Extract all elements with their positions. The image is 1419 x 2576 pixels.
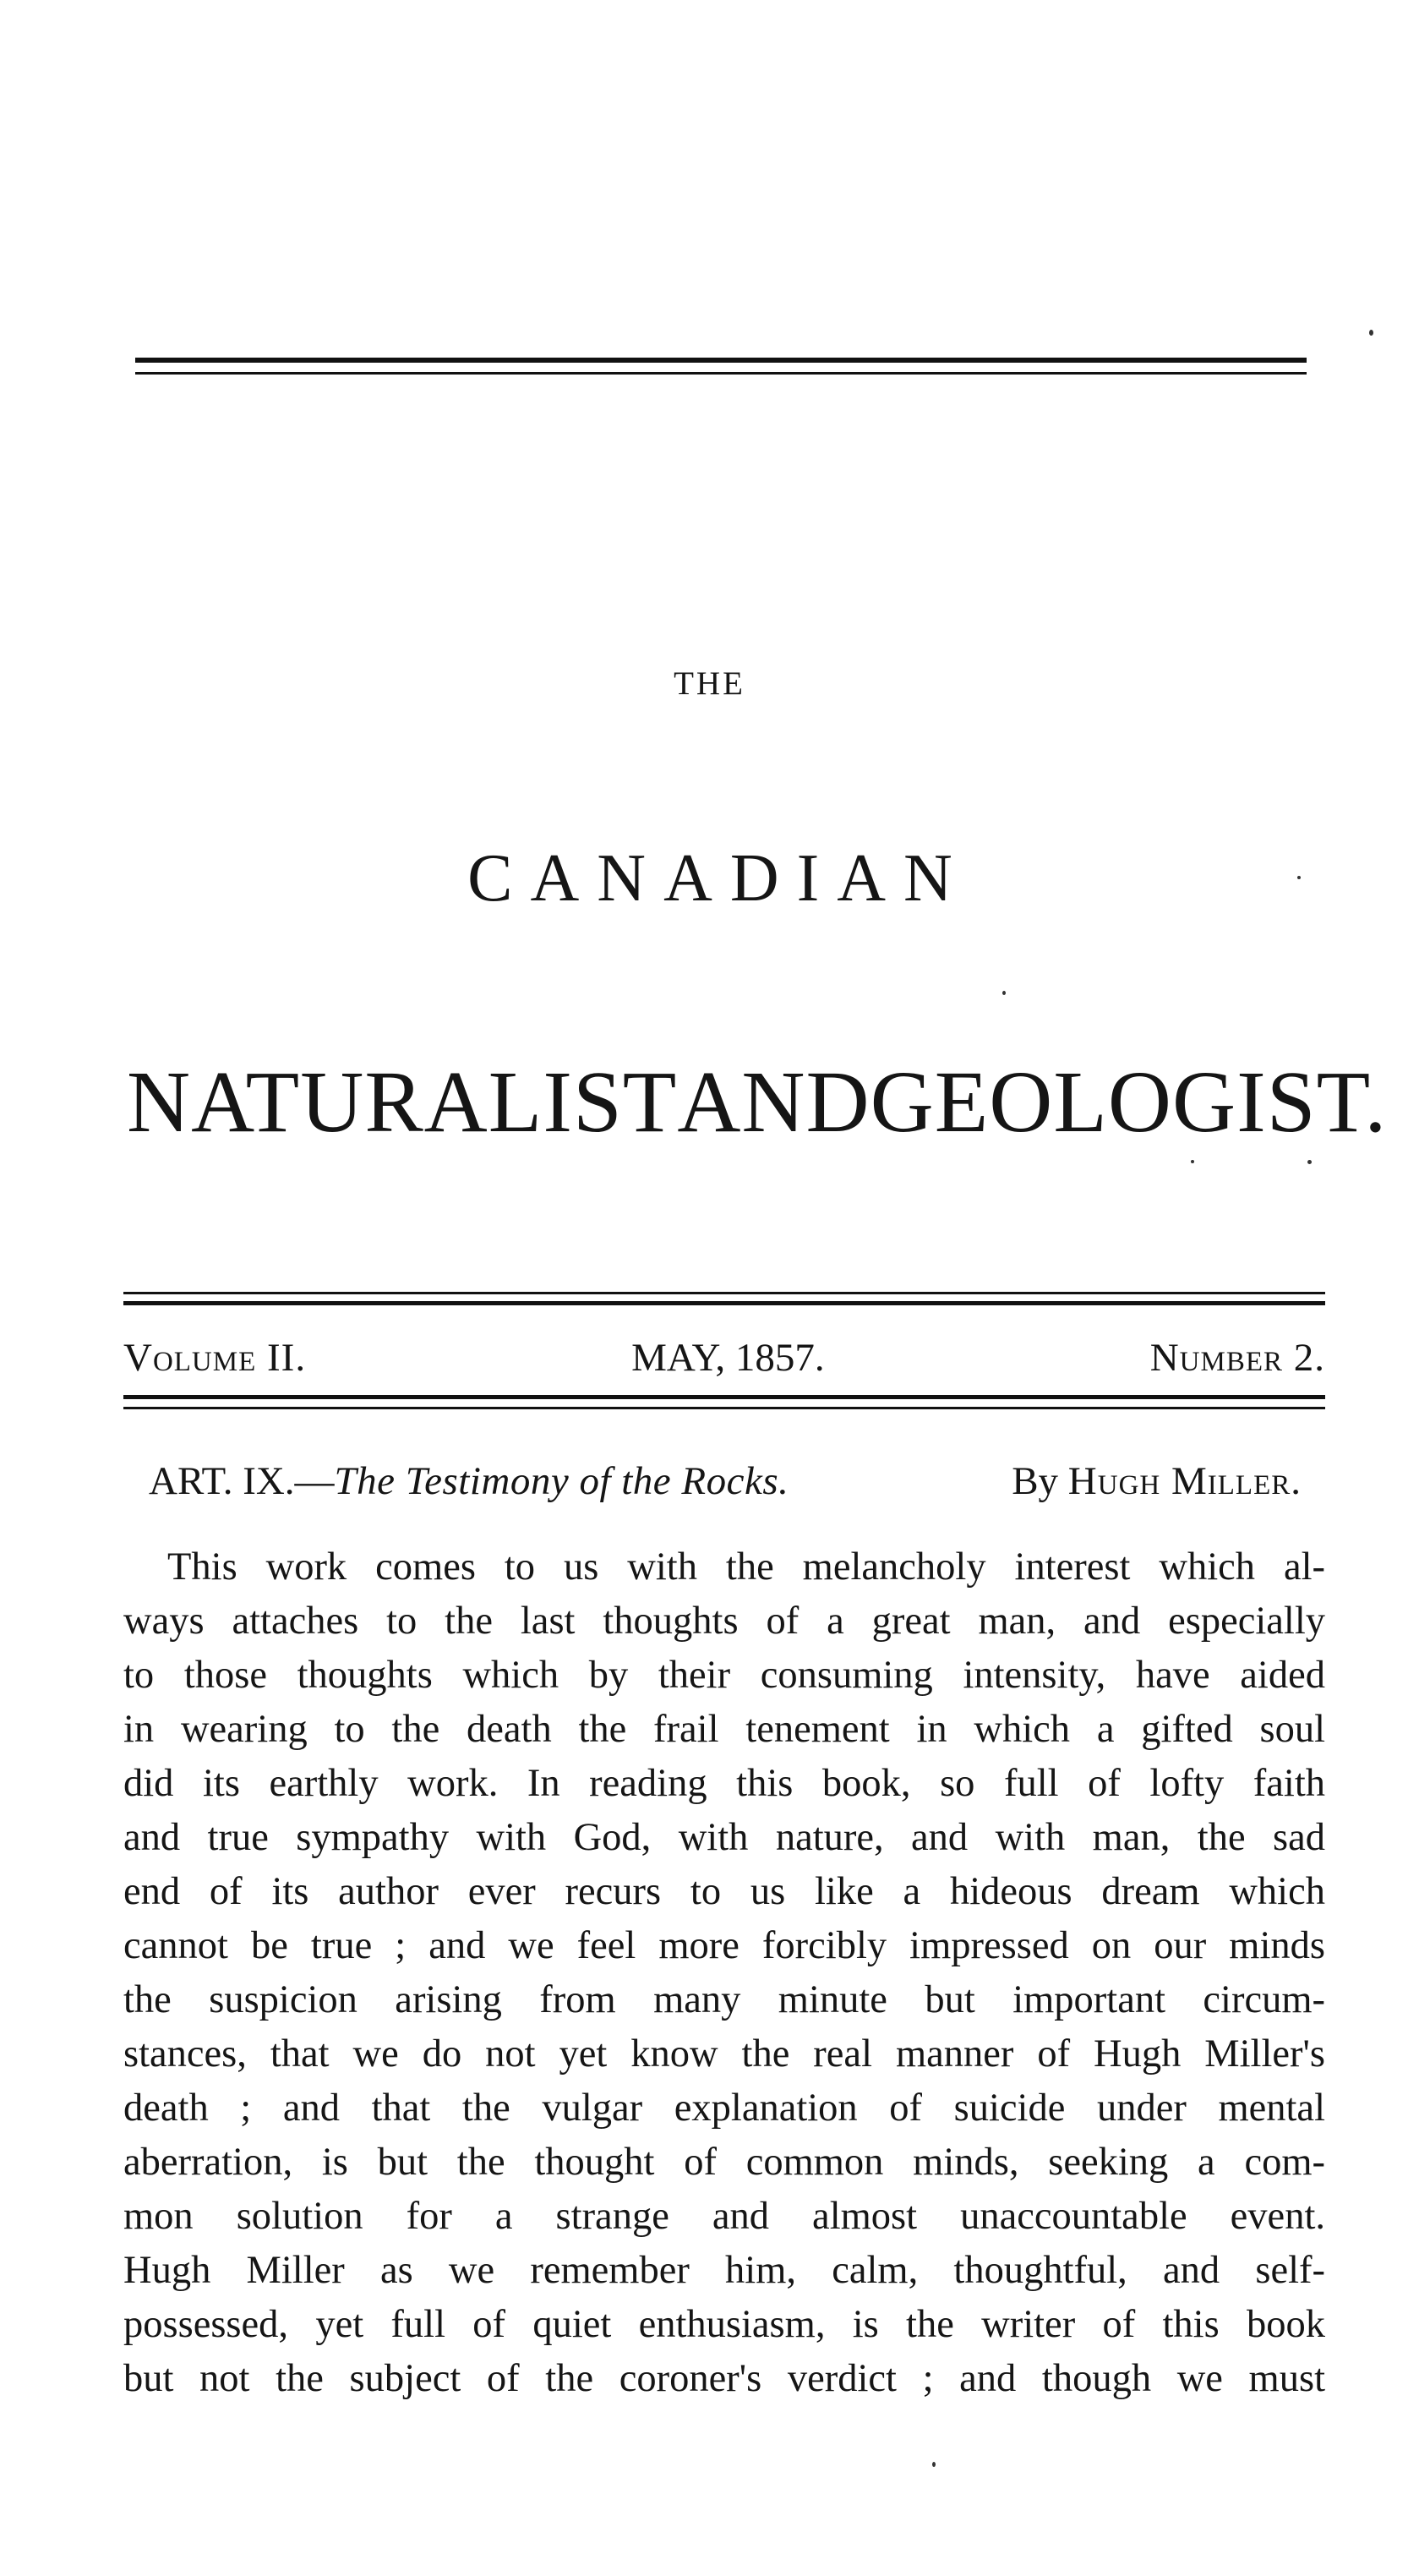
body-line: aberration, is but the thought of common minds, seeking a com- [123,2141,1325,2184]
body-line: mon solution for a strange and almost unaccountable event. [123,2195,1325,2238]
article-author: Hugh Miller. [1067,1459,1302,1503]
body-line: This work comes to us with the melancholy interest which al- [167,1545,1325,1589]
scan-speck [1307,1160,1312,1164]
masthead-word-and: AND [677,1053,871,1151]
issue-date: MAY, 1857. [631,1336,825,1380]
masthead-title [127,1038,1388,1165]
article-label [149,1458,789,1504]
body-line: in wearing to the death the frail tenement in which a gifted soul [123,1708,1325,1751]
body-line: to those thoughts which by their consuming intensity, have aided [123,1654,1325,1697]
scan-speck [1002,991,1006,995]
body-line: cannot be true ; and we feel more forcibly impressed on our minds [123,1924,1325,1967]
body-line: possessed, yet full of quiet enthusiasm, is the writer of this book [123,2303,1325,2346]
body-line: and true sympathy with God, with nature, and with man, the sad [123,1816,1325,1859]
body-line: the suspicion arising from many minute but important circum- [123,1978,1325,2021]
top-rule-thick [135,358,1307,363]
body-line: but not the subject of the coroner's verdict ; and though we must [123,2357,1325,2400]
body-line: end of its author ever recurs to us like a hideous dream which [123,1870,1325,1913]
article-byline [1012,1458,1302,1504]
body-line: did its earthly work. In reading this book, so full of lofty faith [123,1762,1325,1805]
masthead-word-geologist: GEOLOGIST. [870,1053,1388,1151]
article-body [123,1540,1325,2406]
article-heading [149,1456,1302,1507]
article-number: ART. IX.— [149,1459,335,1503]
issue-rule-bottom-thick [123,1395,1325,1399]
body-line: death ; and that the vulgar explanation of suicide under mental [123,2087,1325,2130]
scan-speck [932,2462,936,2467]
scan-speck [1369,330,1373,336]
article-by: By [1012,1459,1059,1503]
body-line: stances, that we do not yet know the real manner of Hugh Miller's [123,2032,1325,2076]
body-line: Hugh Miller as we remember him, calm, thoughtful, and self- [123,2249,1325,2292]
masthead-the: THE [674,665,745,702]
masthead-canadian: CANADIAN [467,841,970,916]
scan-speck [1297,876,1301,879]
masthead-word-naturalist: NATURALIST [127,1053,678,1151]
top-rule-thin [135,372,1307,375]
issue-rule-top-thin [123,1292,1325,1294]
number-label: Number 2. [1149,1336,1325,1380]
volume-label: Volume II. [123,1336,307,1380]
issue-line [123,1332,1325,1383]
body-line: ways attaches to the last thoughts of a great man, and especially [123,1600,1325,1643]
issue-rule-bottom-thin [123,1407,1325,1409]
article-title: The Testimony of the Rocks. [334,1459,789,1503]
scan-speck [1191,1160,1194,1163]
issue-rule-top-thick [123,1301,1325,1305]
